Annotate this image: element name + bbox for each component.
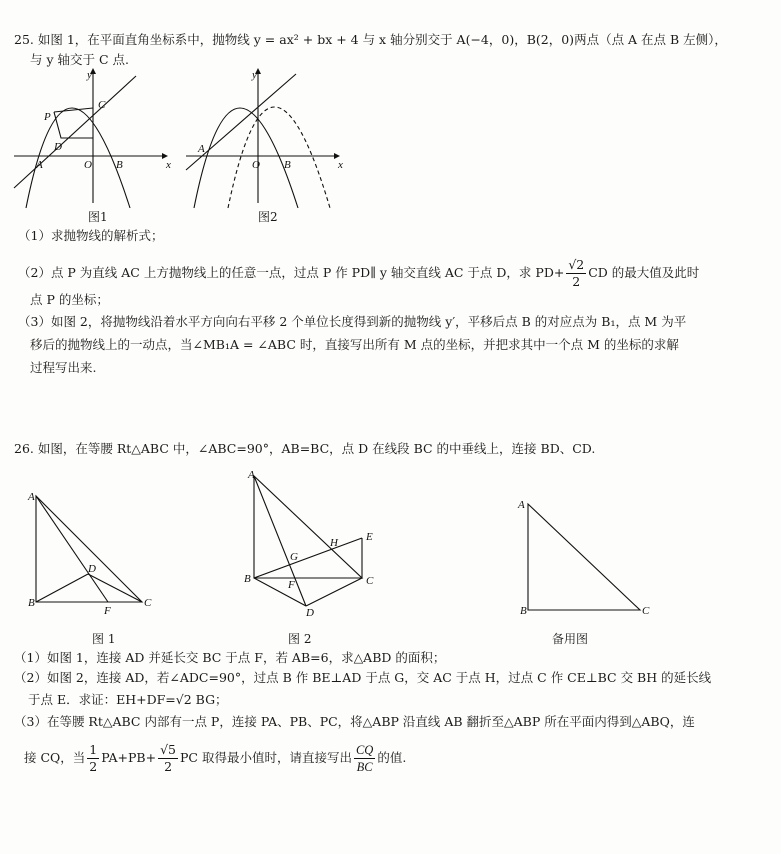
q26-figure-1: [28, 490, 178, 630]
q26-fig1-label-B: B: [28, 597, 35, 609]
q26-part3-text-4: 的值.: [377, 750, 407, 765]
q26-part3-line2: [24, 740, 406, 776]
q25-part2-frac-num: √2: [568, 257, 585, 272]
q25-fig1-label-P: P: [44, 111, 51, 123]
q26-fig2-label-B: B: [244, 573, 251, 585]
q26-fig2-label-D: D: [306, 607, 314, 619]
q25-fig1-label-x: x: [166, 159, 171, 171]
q25-part1: （1）求抛物线的解析式；: [18, 228, 164, 243]
q26-fig1-label-C: C: [144, 597, 152, 609]
q26-fig1-label-D: D: [88, 563, 96, 575]
q26-part3-line1: （3）在等腰 Rt△ABC 内部有一点 P，连接 PA、PB、PC，将△ABP 沿直线 AB 翻折至△ABP 所在平面内得到△ABQ，连: [14, 714, 695, 729]
q26-part3-f3-den: BC: [356, 760, 373, 774]
q26-part3-f1-den: 2: [89, 759, 98, 774]
q26-fig2-label-H: H: [330, 537, 338, 549]
q25-fig2-label-O: O: [252, 159, 260, 171]
q25-part2-fraction: [566, 257, 586, 290]
q26-fig2-label-C: C: [366, 575, 374, 587]
q26-stem: [14, 441, 595, 457]
q25-stem-line2: 与 y 轴交于 C 点.: [30, 52, 129, 67]
q25-fig2-label-B: B: [284, 159, 291, 171]
q26-part3-f3-num: CQ: [355, 743, 374, 757]
q25-part3-line1: （3）如图 2，将抛物线沿着水平方向向右平移 2 个单位长度得到新的抛物线 y′，平移后点 B 的对应点为 B₁，点 M 为平: [18, 314, 687, 329]
q25-fig1-label-O: O: [84, 159, 92, 171]
q26-figure-2: [244, 470, 394, 620]
q26-number: 26.: [14, 441, 34, 456]
q25-figure-2: [186, 68, 356, 208]
q25-part2-text-a: （2）点 P 为直线 AC 上方抛物线上的任意一点，过点 P 作 PD∥ y 轴交直线 AC 于点 D，求 PD+: [18, 265, 565, 280]
q26-part3-fraction-1: [87, 742, 99, 775]
q25-fig1-label-C: C: [98, 99, 106, 111]
q26-fig1-label-A: A: [28, 491, 35, 503]
q26-part3-f2-den: 2: [164, 759, 173, 774]
q25-part2-line2: 点 P 的坐标；: [30, 292, 109, 307]
q25-fig1-caption: 图1: [88, 210, 108, 224]
q25-figure-1: [14, 68, 184, 208]
q26-part2-line2: 于点 E．求证：EH+DF=√2 BG；: [28, 692, 228, 707]
q26-part1: （1）如图 1，连接 AD 并延长交 BC 于点 F，若 AB=6，求△ABD 的面积；: [14, 650, 446, 665]
q26-fig3-label-B: B: [520, 605, 527, 617]
q25-part2-frac-den: 2: [572, 274, 581, 289]
q26-part3-text-1: 接 CQ，当: [24, 750, 86, 765]
q25-fig1-label-y: y: [87, 69, 92, 81]
q26-fig3-caption: 备用图: [552, 632, 589, 646]
q25-fig1-label-D: D: [54, 141, 62, 153]
q26-fig1-caption: 图 1: [92, 632, 116, 646]
q26-part3-f2-num: √5: [160, 742, 177, 757]
q26-figure-backup: [518, 496, 668, 626]
q25-fig2-label-A: A: [198, 143, 205, 155]
q26-part3-fraction-2: [158, 742, 178, 775]
q26-fig2-label-E: E: [366, 531, 373, 543]
q26-part3-text-2: PA+PB+: [101, 750, 157, 765]
q25-stem-text: 如图 1，在平面直角坐标系中，抛物线 y = ax² + bx + 4 与 x 轴分别交于 A(−4，0)，B(2，0)两点（点 A 在点 B 左侧），: [37, 32, 727, 47]
q26-fig2-label-G: G: [290, 551, 298, 563]
q25-part2-text-b: CD 的最大值及此时: [588, 265, 700, 280]
q25-fig2-caption: 图2: [258, 210, 278, 224]
q26-fig2-caption: 图 2: [288, 632, 312, 646]
q26-stem-text: 如图，在等腰 Rt△ABC 中，∠ABC=90°，AB=BC，点 D 在线段 BC 的中垂线上，连接 BD、CD.: [37, 441, 596, 456]
q25-number: 25.: [14, 32, 34, 47]
q25-part2-line1: [18, 255, 699, 291]
q26-fig2-label-F: F: [288, 579, 295, 591]
q26-fig2-label-A: A: [248, 469, 255, 481]
q25-part3-line2: 移后的抛物线上的一动点，当∠MB₁A = ∠ABC 时，直接写出所有 M 点的坐标，并把求其中一个点 M 的坐标的求解: [30, 337, 679, 352]
q25-fig1-label-A: A: [36, 159, 43, 171]
q26-fig3-label-A: A: [518, 499, 525, 511]
q25-fig1-label-B: B: [116, 159, 123, 171]
q25-part3-line3: 过程写出来.: [30, 360, 97, 375]
q26-part3-text-3: PC 取得最小值时，请直接写出: [180, 750, 352, 765]
q26-part3-fraction-3: [354, 742, 375, 775]
q26-part2-line1: （2）如图 2，连接 AD，若∠ADC=90°，过点 B 作 BE⊥AD 于点 G，交 AC 于点 H，过点 C 作 CE⊥BC 交 BH 的延长线: [14, 670, 712, 685]
q25-fig2-label-y: y: [252, 69, 257, 81]
q26-part3-f1-num: 1: [89, 742, 98, 757]
q25-stem-line1: [14, 32, 727, 48]
q26-fig1-label-F: F: [104, 605, 111, 617]
q26-fig3-label-C: C: [642, 605, 650, 617]
q25-fig2-label-x: x: [338, 159, 343, 171]
